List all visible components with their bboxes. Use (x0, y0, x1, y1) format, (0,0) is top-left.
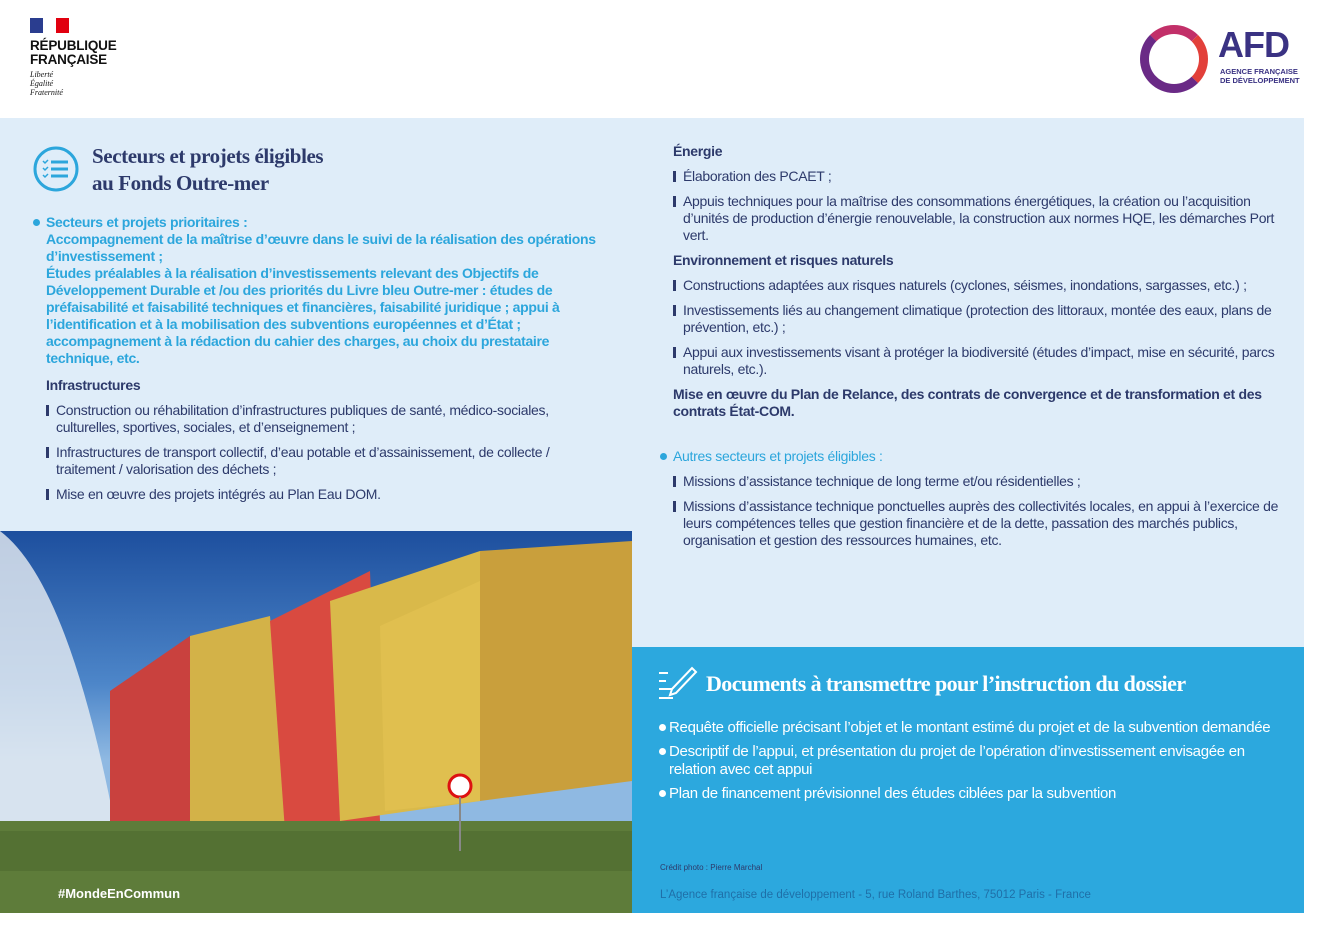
other-sectors-label: Autres secteurs et projets éligibles : (659, 448, 1284, 465)
section-title-line2: au Fonds Outre-mer (92, 171, 269, 195)
priority-text-1: Accompagnement de la maîtrise d’œuvre dans le suivi de la réalisation des opérations d’investissement ; (46, 231, 596, 264)
other-sectors (659, 448, 1284, 549)
rf-name: RÉPUBLIQUE FRANÇAISE (30, 38, 117, 67)
right-column (659, 143, 1284, 557)
priority-text-2: Études préalables à la réalisation d’investissements relevant des Objectifs de Développement Durable et /ou des priorités du Livre bleu Outre-mer : études de préfaisabilité et faisabilité techniques et financières, faisabilité juridique ; appui à l’identification et à la mobilisation des subventions européennes et d’État ; accompagnement à la rédaction du cahier des charges, au choix du prestataire technique, etc. (46, 265, 560, 366)
republique-francaise-logo (30, 18, 117, 97)
photo-illustration (0, 531, 632, 913)
documents-content (658, 665, 1298, 803)
motto-liberte: Liberté (30, 70, 54, 79)
infrastructures-block (32, 377, 562, 503)
energy-heading: Énergie (673, 143, 723, 159)
infra-item: Infrastructures de transport collectif, d’eau potable et d’assainissement, de collecte / traitement / valorisation des déchets ; (46, 444, 562, 478)
section-title-line1: Secteurs et projets éligibles (92, 144, 324, 168)
other-item: Missions d’assistance technique de long terme et/ou résidentielles ; (673, 473, 1284, 490)
document-item: Descriptif de l’appui, et présentation du projet de l’opération d’investissement envisagée en relation avec cet appui (658, 743, 1278, 779)
environment-heading: Environnement et risques naturels (673, 252, 894, 268)
infra-item: Construction ou réhabilitation d’infrastructures publiques de santé, médico-sociales, culturelles, sportives, sociales, et d’enseignement ; (46, 402, 562, 436)
environment-item: Appui aux investissements visant à protéger la biodiversité (études d’impact, mise en sécurité, parcs naturels, etc.). (673, 344, 1284, 378)
afd-logo (1140, 25, 1310, 95)
other-item: Missions d’assistance technique ponctuelles auprès des collectivités locales, en appui à l’exercice de leurs compétences telles que gestion financière et de la dette, passation des marchés publics, organisation et gestion des ressources humaines, etc. (673, 498, 1284, 549)
rf-motto (30, 70, 117, 97)
priority-block (32, 214, 612, 367)
environment-item: Investissements liés au changement climatique (protection des littoraux, montée des eaux, plans de prévention, etc.) ; (673, 302, 1284, 336)
right-sectors (659, 143, 1284, 420)
environment-item: Constructions adaptées aux risques naturels (cyclones, séismes, inondations, sargasses, etc.) ; (673, 277, 1284, 294)
priority-label: Secteurs et projets prioritaires : (32, 214, 612, 231)
document-item: Requête officielle précisant l’objet et le montant estimé du projet et de la subvention demandée (658, 719, 1278, 737)
energy-item: Élaboration des PCAET ; (673, 168, 1284, 185)
photo-credit: Crédit photo : Pierre Marchal (660, 863, 763, 872)
infrastructures-heading: Infrastructures (46, 377, 141, 393)
photo-hashtag: #MondeEnCommun (58, 886, 181, 901)
infra-item: Mise en œuvre des projets intégrés au Plan Eau DOM. (46, 486, 562, 503)
documents-box (632, 647, 1304, 913)
checklist-icon (32, 145, 80, 193)
afd-wordmark: AFD (1218, 24, 1289, 65)
documents-title: Documents à transmettre pour l’instruction du dossier (706, 671, 1186, 696)
pencil-list-icon (658, 665, 698, 701)
motto-fraternite: Fraternité (30, 88, 63, 97)
french-flag-icon (30, 18, 69, 33)
housing-photo (0, 531, 632, 913)
eligible-header (32, 143, 323, 197)
energy-item: Appuis techniques pour la maîtrise des consommations énergétiques, la création ou l’acquisition d’unités de production d’énergie renouvelable, la construction aux normes HQE, les démarches Port vert. (673, 193, 1284, 244)
afd-ring-icon (1140, 25, 1208, 93)
document-item: Plan de financement prévisionnel des études ciblées par la subvention (658, 785, 1278, 803)
plan-relance-text: Mise en œuvre du Plan de Relance, des contrats de convergence et de transformation et des contrats État-COM. (673, 386, 1262, 419)
documents-header (658, 665, 1298, 701)
afd-subtitle: AGENCE FRANÇAISE DE DÉVELOPPEMENT (1220, 67, 1300, 85)
afd-address: L’Agence française de développement - 5, rue Roland Barthes, 75012 Paris - France (660, 889, 1091, 901)
documents-list (658, 719, 1278, 803)
motto-egalite: Égalité (30, 79, 54, 88)
left-column-flow (32, 214, 612, 511)
